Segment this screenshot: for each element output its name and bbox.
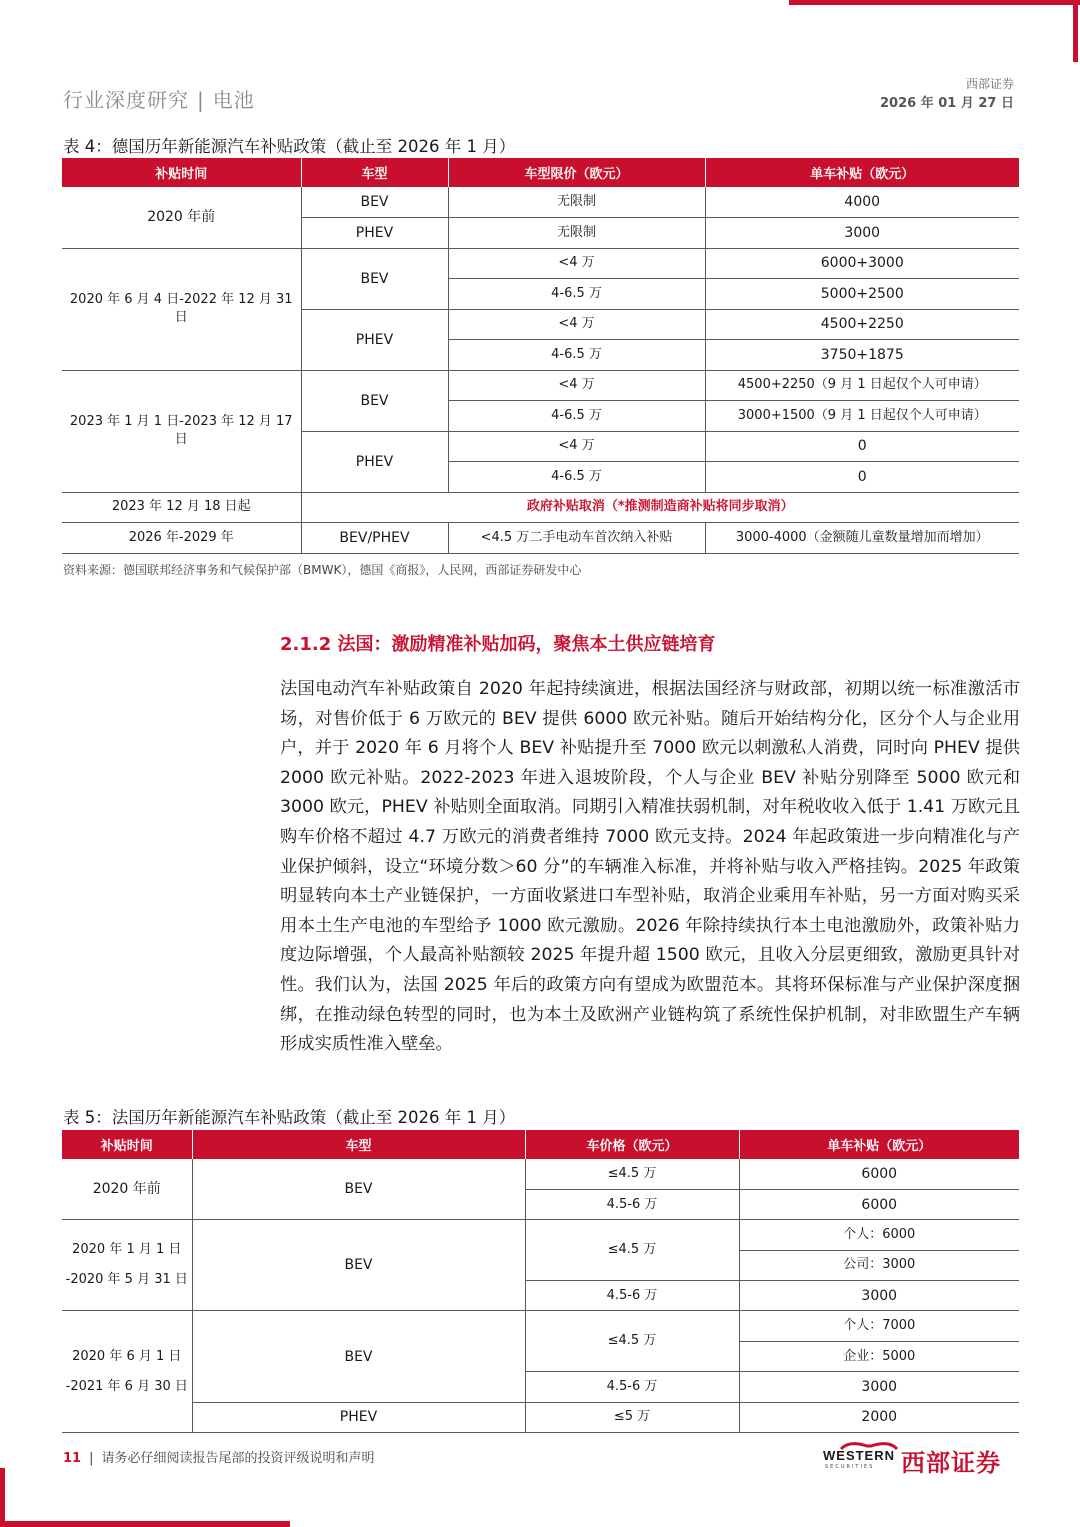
corner-decoration-top-vertical <box>1073 0 1078 62</box>
price-cell: ≤4.5 万 <box>525 1159 739 1189</box>
header-date: 2026 年 01 月 27 日 <box>880 96 1014 111</box>
logo-english: WESTERN <box>823 1448 895 1463</box>
footer-separator: | <box>89 1451 94 1466</box>
col-header-subsidy: 单车补贴（欧元） <box>705 158 1019 187</box>
col-header-model: 车型 <box>301 158 448 187</box>
price-cell: 4-6.5 万 <box>448 340 705 371</box>
section-heading: 2.1.2 法国：激励精准补贴加码，聚焦本土供应链培育 <box>280 634 716 655</box>
header-topic: 电池 <box>212 88 255 112</box>
period-cell: 2020 年前 <box>62 1159 192 1220</box>
model-cell: PHEV <box>301 309 448 370</box>
price-cell: <4 万 <box>448 431 705 462</box>
subsidy-cell: 2000 <box>739 1402 1019 1432</box>
subsidy-cell: 6000 <box>739 1189 1019 1219</box>
company-logo <box>823 1440 1018 1476</box>
subsidy-cell: 3000 <box>739 1281 1019 1311</box>
price-cell: 4-6.5 万 <box>448 279 705 310</box>
section-body: 法国电动汽车补贴政策自 2020 年起持续演进，根据法国经济与财政部，初期以统一标准激活市场，对售价低于 6 万欧元的 BEV 提供 6000 欧元补贴。随后开始结构分化，区分个人与企业用户，并于 2020 年 6 月将个人 BEV 补贴提升至 7000 欧元以刺激私人消费，同时向 PHEV 提供 2000 欧元补贴。2022-2023 年进入退坡阶段，个人与企业 BEV 补贴分别降至 5000 欧元和 3000 欧元，PHEV 补贴则全面取消。同期引入精准扶弱机制，对年税收收入低于 1.41 万欧元且购车价格不超过 4.7 万欧元的消费者维持 7000 欧元支持。2024 年起政策进一步向精准化与产业保护倾斜，设立“环境分数＞60 分”的车辆准入标准，并将补贴与收入严格挂钩。2025 年政策明显转向本土产业链保护，一方面收紧进口车型补贴，取消企业乘用车补贴，另一方面对购买采用本土生产电池的车型给予 1000 欧元激励。2026 年除持续执行本土电池激励外，政策补贴力度边际增强，个人最高补贴额较 2025 年提升超 1500 欧元，且收入分层更细致，激励更具针对性。我们认为，法国 2025 年后的政策方向有望成为欧盟范本。其将环保标准与产业保护深度捆绑，在推动绿色转型的同时，也为本土及欧洲产业链构筑了系统性保护机制，对非欧盟生产车辆形成实质性准入壁垒。 <box>280 679 1020 1055</box>
model-cell: PHEV <box>192 1402 525 1432</box>
period-cell <box>62 1311 192 1433</box>
logo-english-sub: SECURITIES <box>825 1464 875 1470</box>
subsidy-cell: 3000+1500（9 月 1 日起仅个人可申请） <box>705 401 1019 432</box>
subsidy-cell: 4500+2250 <box>705 309 1019 340</box>
price-cell: <4 万 <box>448 370 705 401</box>
page-footer <box>63 1447 375 1466</box>
page-header-meta <box>880 75 1014 113</box>
col-header-price: 车价格（欧元） <box>525 1130 739 1159</box>
header-category: 行业深度研究 <box>63 88 189 112</box>
subsidy-cell: 个人：6000 <box>739 1220 1019 1250</box>
page-number: 11 <box>63 1451 82 1466</box>
period-cell: 2020 年前 <box>62 187 301 248</box>
price-cell: 4.5-6 万 <box>525 1281 739 1311</box>
subsidy-cell: 3000 <box>739 1372 1019 1402</box>
price-cell: 4.5-6 万 <box>525 1372 739 1402</box>
period-end: -2021 年 6 月 30 日 <box>65 1378 188 1394</box>
col-header-model: 车型 <box>192 1130 525 1159</box>
col-header-price: 车型限价（欧元） <box>448 158 705 187</box>
header-separator: | <box>197 88 205 112</box>
model-cell: BEV/PHEV <box>301 523 448 554</box>
price-cell: <4.5 万二手电动车首次纳入补贴 <box>448 523 705 554</box>
table5-caption: 表 5：法国历年新能源汽车补贴政策（截止至 2026 年 1 月） <box>63 1108 516 1127</box>
model-cell: BEV <box>192 1159 525 1220</box>
period-cell: 2023 年 12 月 18 日起 <box>62 492 301 523</box>
subsidy-cell: 4500+2250（9 月 1 日起仅个人可申请） <box>705 370 1019 401</box>
table-row <box>62 1159 1019 1189</box>
period-end: -2020 年 5 月 31 日 <box>65 1272 188 1288</box>
period-cell: 2026 年-2029 年 <box>62 523 301 554</box>
price-cell: 无限制 <box>448 218 705 249</box>
subsidy-cell: 4000 <box>705 187 1019 218</box>
table-row <box>62 1402 1019 1432</box>
model-cell: BEV <box>301 248 448 309</box>
table-row <box>62 1311 1019 1341</box>
subsidy-cell: 企业：5000 <box>739 1341 1019 1371</box>
germany-subsidy-table <box>62 158 1019 554</box>
price-cell: ≤5 万 <box>525 1402 739 1432</box>
table4-caption: 表 4：德国历年新能源汽车补贴政策（截止至 2026 年 1 月） <box>63 137 516 156</box>
period-cell: 2020 年 6 月 4 日-2022 年 12 月 31 日 <box>62 248 301 370</box>
subsidy-cell: 6000+3000 <box>705 248 1019 279</box>
period-start: 2020 年 1 月 1 日 <box>72 1242 182 1258</box>
subsidy-cell: 公司：3000 <box>739 1250 1019 1280</box>
subsidy-cell: 5000+2500 <box>705 279 1019 310</box>
subsidy-cell: 3750+1875 <box>705 340 1019 371</box>
table-row <box>62 523 1019 554</box>
price-cell: <4 万 <box>448 248 705 279</box>
france-subsidy-table <box>62 1130 1019 1433</box>
price-cell: 4-6.5 万 <box>448 401 705 432</box>
header-broker: 西部证券 <box>965 77 1014 91</box>
table-header-row <box>62 1130 1019 1159</box>
price-cell: 4-6.5 万 <box>448 462 705 493</box>
period-start: 2020 年 6 月 1 日 <box>72 1348 182 1364</box>
table-row <box>62 370 1019 401</box>
subsidy-cell: 0 <box>705 431 1019 462</box>
col-header-period: 补贴时间 <box>62 158 301 187</box>
price-cell: ≤4.5 万 <box>525 1220 739 1281</box>
table-header-row <box>62 158 1019 187</box>
model-cell: BEV <box>192 1311 525 1402</box>
price-cell: ≤4.5 万 <box>525 1311 739 1372</box>
model-cell: PHEV <box>301 218 448 249</box>
subsidy-cell: 3000 <box>705 218 1019 249</box>
corner-decoration-bottom-vertical <box>0 1468 5 1527</box>
subsidy-cell: 个人：7000 <box>739 1311 1019 1341</box>
table-row <box>62 492 1019 523</box>
period-cell <box>62 1220 192 1311</box>
price-cell: 4.5-6 万 <box>525 1189 739 1219</box>
col-header-period: 补贴时间 <box>62 1130 192 1159</box>
model-cell: PHEV <box>301 431 448 492</box>
cancellation-note: 政府补贴取消（*推测制造商补贴将同步取消） <box>301 492 1019 523</box>
subsidy-cell: 3000-4000（金额随儿童数量增加而增加） <box>705 523 1019 554</box>
corner-decoration-top <box>789 0 1080 5</box>
table-row <box>62 187 1019 218</box>
subsidy-cell: 6000 <box>739 1159 1019 1189</box>
page-header-category <box>63 84 255 113</box>
model-cell: BEV <box>192 1220 525 1311</box>
table4-source: 资料来源：德国联邦经济事务和气候保护部（BMWK），德国《商报》，人民网，西部证券研发中心 <box>63 563 582 577</box>
model-cell: BEV <box>301 370 448 431</box>
logo-chinese: 西部证券 <box>901 1449 1001 1477</box>
corner-decoration-bottom <box>0 1521 290 1527</box>
price-cell: <4 万 <box>448 309 705 340</box>
footer-disclaimer: 请务必仔细阅读报告尾部的投资评级说明和声明 <box>101 1451 375 1466</box>
table-row <box>62 248 1019 279</box>
col-header-subsidy: 单车补贴（欧元） <box>739 1130 1019 1159</box>
table-row <box>62 1220 1019 1250</box>
subsidy-cell: 0 <box>705 462 1019 493</box>
model-cell: BEV <box>301 187 448 218</box>
price-cell: 无限制 <box>448 187 705 218</box>
period-cell: 2023 年 1 月 1 日-2023 年 12 月 17 日 <box>62 370 301 492</box>
